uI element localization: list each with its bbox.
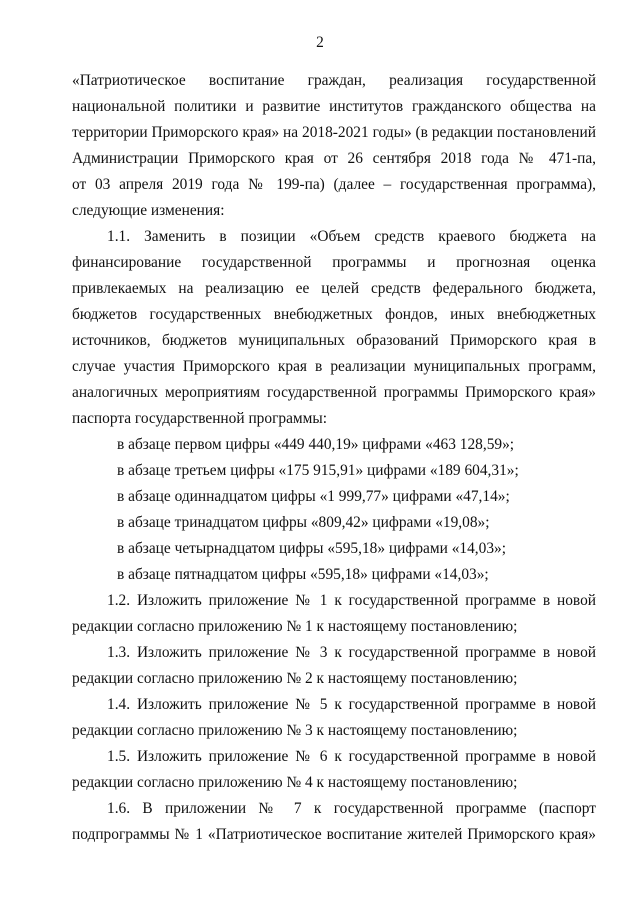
text-line: в абзаце одиннадцатом цифры «1 999,77» цифрами «47,14»; [117, 488, 510, 505]
text-line: Администрации Приморского края от 26 сентября 2018 года № 471-па, [72, 150, 596, 167]
text-line: паспорта государственной программы: [72, 410, 328, 427]
text-line: редакции согласно приложению № 3 к настоящему постановлению; [72, 722, 518, 739]
text-line: аналогичных мероприятиям государственной программы Приморского края» [72, 384, 596, 401]
text-line: редакции согласно приложению № 2 к настоящему постановлению; [72, 670, 518, 687]
text-line: в абзаце третьем цифры «175 915,91» цифрами «189 604,31»; [117, 462, 519, 479]
text-line: редакции согласно приложению № 1 к настоящему постановлению; [72, 618, 518, 635]
text-line: в абзаце тринадцатом цифры «809,42» цифрами «19,08»; [117, 514, 490, 531]
text-line: следующие изменения: [72, 202, 225, 219]
text-line: национальной политики и развитие институтов гражданского общества на [72, 98, 596, 115]
text-line: в абзаце пятнадцатом цифры «595,18» цифрами «14,03»; [117, 566, 489, 583]
text-line: в абзаце четырнадцатом цифры «595,18» цифрами «14,03»; [117, 540, 506, 557]
text-line: 1.2. Изложить приложение № 1 к государственной программе в новой [107, 592, 596, 609]
text-line: 1.6. В приложении № 7 к государственной программе (паспорт [107, 800, 596, 817]
page-number: 2 [316, 34, 324, 51]
document-body [72, 68, 596, 848]
text-line: «Патриотическое воспитание граждан, реализация государственной [72, 72, 596, 89]
text-line: от 03 апреля 2019 года № 199-па) (далее – государственная программа), [72, 176, 596, 193]
text-line: редакции согласно приложению № 4 к настоящему постановлению; [72, 774, 518, 791]
text-line: случае участия Приморского края в реализации муниципальных программ, [72, 358, 596, 375]
text-line: 1.5. Изложить приложение № 6 к государственной программе в новой [107, 748, 596, 765]
text-line: территории Приморского края» на 2018-2021 годы» (в редакции постановлений [72, 124, 596, 141]
text-line: подпрограммы № 1 «Патриотическое воспитание жителей Приморского края» [72, 826, 596, 843]
text-line: источников, бюджетов муниципальных образований Приморского края в [72, 332, 596, 349]
text-line: 1.3. Изложить приложение № 3 к государственной программе в новой [107, 644, 596, 661]
text-line: 1.1. Заменить в позиции «Объем средств краевого бюджета на [107, 228, 596, 245]
text-line: финансирование государственной программы и прогнозная оценка [72, 254, 596, 271]
text-line: в абзаце первом цифры «449 440,19» цифрами «463 128,59»; [117, 436, 515, 453]
text-line: 1.4. Изложить приложение № 5 к государственной программе в новой [107, 696, 596, 713]
text-line: привлекаемых на реализацию ее целей средств федерального бюджета, [72, 280, 596, 297]
text-line: бюджетов государственных внебюджетных фондов, иных внебюджетных [72, 306, 596, 323]
